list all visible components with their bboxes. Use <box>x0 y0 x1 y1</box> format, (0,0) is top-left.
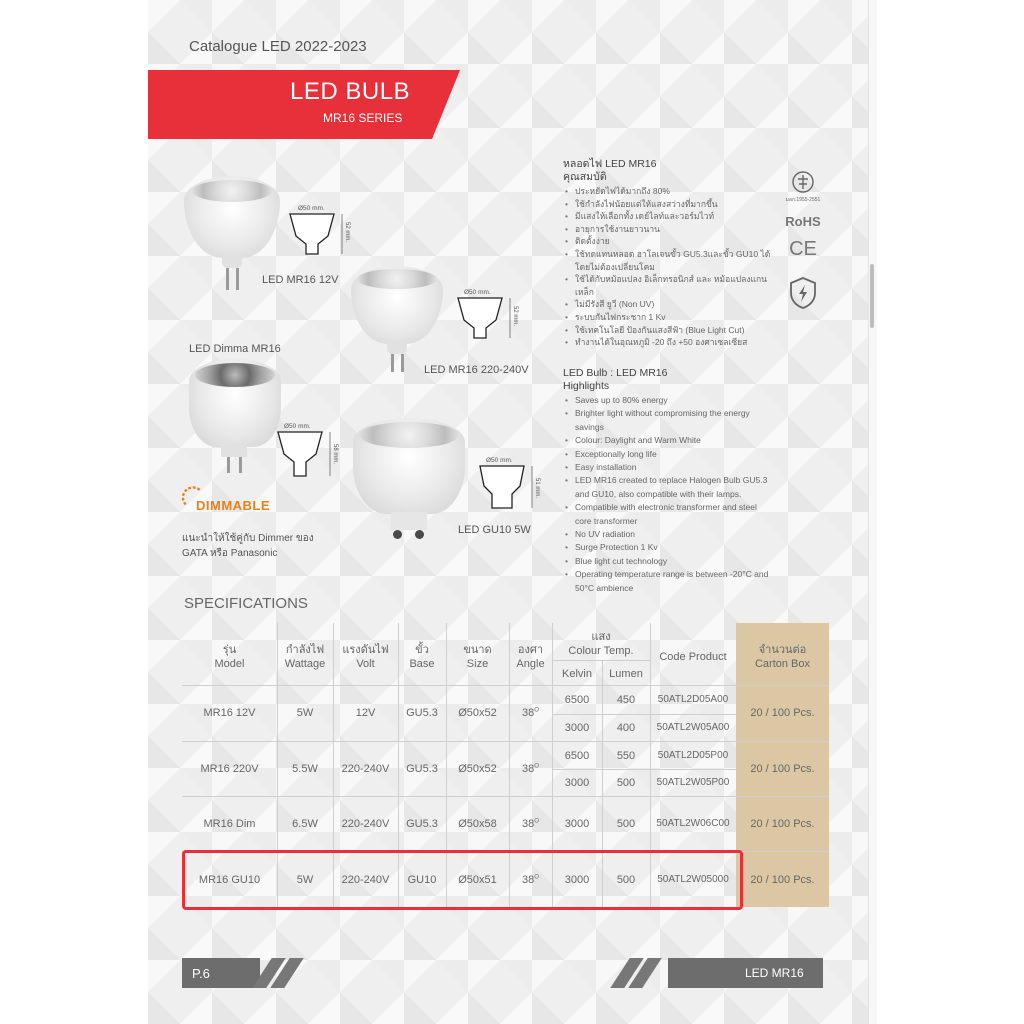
english-heading-product: LED Bulb : LED MR16 <box>563 367 668 379</box>
header-volt-en: Volt <box>356 658 375 670</box>
row3-code: 50ATL2W06C00 <box>656 818 730 829</box>
header-wattage <box>277 643 333 671</box>
row2-size: Ø50x52 <box>458 763 497 775</box>
dim-width-mr16-220: Ø50 mm. <box>464 289 491 296</box>
thai-feature-item: • ใช้ทดแทนหลอด ฮาโลเจนขั้ว GU5.3และขั้ว GU10 ได้ โดยไม่ต้องเปลี่ยนโคม <box>563 248 773 273</box>
dim-height-mr16-220: 52 mm. <box>512 306 518 327</box>
header-size-th: ขนาด <box>463 644 492 656</box>
english-feature-item: • Surge Protection 1 Kv <box>563 541 773 554</box>
ce-mark: CE <box>789 238 817 260</box>
label-mr16-220: LED MR16 220-240V <box>424 364 529 376</box>
header-size <box>446 643 509 671</box>
row3-base: GU5.3 <box>406 818 438 830</box>
thai-feature-item: • ทำงานได้ในอุณหภูมิ -20 ถึง +50 องศาเซลเซียส <box>563 336 773 349</box>
header-lumen: Lumen <box>609 668 643 680</box>
header-colour-temp <box>552 630 650 658</box>
header-carton-th: จำนวนต่อ <box>758 644 807 656</box>
thai-feature-item: • ระบบกันไฟกระชาก 1 Kv <box>563 311 773 324</box>
dim-width-dimma: Ø50 mm. <box>284 423 311 430</box>
row2-lumen-a: 550 <box>616 750 636 762</box>
english-feature-item: • Saves up to 80% energy <box>563 394 773 407</box>
thai-feature-item: • ติดตั้งง่าย <box>563 235 773 248</box>
header-code: Code Product <box>659 651 727 663</box>
english-feature-item: • Brighter light without compromising the energy savings <box>563 407 773 434</box>
specifications-title: SPECIFICATIONS <box>184 595 308 612</box>
row4-watt: 5W <box>296 874 314 886</box>
tis-standard-text: มอก.1955-2551 <box>785 197 821 203</box>
dimmable-label: DIMMABLE <box>196 498 271 513</box>
row2-angle-value: 38 <box>522 763 535 775</box>
row4-kelvin: 3000 <box>564 874 590 886</box>
english-feature-item: • Easy installation <box>563 461 773 474</box>
english-feature-item: • Exceptionally long life <box>563 448 773 461</box>
header-base <box>398 643 446 671</box>
row1-lumen-b: 400 <box>616 722 636 734</box>
thai-feature-item: • มีแสงให้เลือกทั้ง เดย์ไลท์และวอร์มไวท์ <box>563 210 773 223</box>
row1-angle-degree: O <box>534 707 539 714</box>
row2-code-b: 50ATL2W05P00 <box>656 777 730 788</box>
row2-watt: 5.5W <box>292 763 318 775</box>
bulb-dimma-image <box>189 359 281 475</box>
table-divider <box>182 741 829 742</box>
row3-size: Ø50x58 <box>458 818 497 830</box>
row2-kelvin-b: 3000 <box>564 777 590 789</box>
tis-logo-icon <box>791 170 815 194</box>
rohs-mark: RoHS <box>785 214 821 229</box>
header-kelvin: Kelvin <box>562 668 592 680</box>
thai-heading <box>563 158 656 184</box>
row2-carton: 20 / 100 Pcs. <box>750 763 815 775</box>
row1-carton: 20 / 100 Pcs. <box>750 707 815 719</box>
row3-watt: 6.5W <box>292 818 318 830</box>
page-number: P.6 <box>192 966 210 981</box>
header-angle <box>509 643 552 671</box>
scrollbar[interactable] <box>870 264 874 328</box>
label-dimma-mr16: LED Dimma MR16 <box>189 343 281 355</box>
row1-kelvin-a: 6500 <box>564 694 590 706</box>
english-feature-item: • LED MR16 created to replace Halogen Bulb GU5.3 and GU10, also compatible with their lamps. <box>563 474 773 501</box>
row1-model: MR16 12V <box>203 707 256 719</box>
highlighted-row-gu10 <box>182 850 743 910</box>
row4-carton: 20 / 100 Pcs. <box>750 874 815 886</box>
header-base-en: Base <box>409 658 435 670</box>
table-divider <box>182 685 829 686</box>
thai-feature-item: • อายุการใช้งานยาวนาน <box>563 223 773 236</box>
table-divider <box>552 660 650 661</box>
label-gu10: LED GU10 5W <box>458 524 531 536</box>
thai-feature-item: • ใช้เทคโนโลยี ป้องกันแสงสีฟ้า (Blue Light Cut) <box>563 324 773 337</box>
row2-volt: 220-240V <box>341 763 390 775</box>
header-carton <box>736 643 829 671</box>
header-colour-th: แสง <box>591 631 611 643</box>
row2-angle <box>509 763 552 775</box>
row2-angle-degree: O <box>534 763 539 770</box>
english-heading <box>563 367 667 393</box>
catalogue-title: Catalogue LED 2022-2023 <box>189 38 367 55</box>
row1-base: GU5.3 <box>406 707 438 719</box>
dim-height-dimma: 58 mm. <box>332 444 338 465</box>
dim-width-gu10: Ø50 mm. <box>486 457 513 464</box>
page-edge <box>868 0 877 1024</box>
row4-angle-value: 38 <box>522 874 535 886</box>
header-volt <box>333 643 398 671</box>
row1-volt: 12V <box>355 707 376 719</box>
row4-angle-degree: O <box>534 874 539 881</box>
dimension-drawing-mr16-12v <box>284 200 354 260</box>
header-model-th: รุ่น <box>222 644 237 656</box>
row3-lumen: 500 <box>616 818 636 830</box>
row4-base: GU10 <box>407 874 437 886</box>
thai-feature-list <box>563 185 773 349</box>
tis-certification <box>782 170 824 208</box>
table-divider <box>552 714 736 715</box>
header-wattage-en: Wattage <box>284 658 326 670</box>
header-volt-th: แรงดันไฟ <box>342 644 389 656</box>
english-feature-item: • Blue light cut technology <box>563 555 773 568</box>
english-feature-item: • Colour: Daylight and Warm White <box>563 434 773 447</box>
english-feature-list <box>563 394 773 595</box>
header-angle-th: องศา <box>517 644 544 656</box>
row3-volt: 220-240V <box>341 818 390 830</box>
english-feature-item: • Operating temperature range is between -20°C and 50°C ambience <box>563 568 773 595</box>
row1-watt: 5W <box>296 707 314 719</box>
row2-code-a: 50ATL2D05P00 <box>657 750 729 761</box>
dim-height-mr16-12v: 52 mm. <box>344 222 350 243</box>
dimension-drawing-gu10 <box>474 454 544 516</box>
row2-model: MR16 220V <box>200 763 259 775</box>
row4-model: MR16 GU10 <box>198 874 261 886</box>
row3-kelvin: 3000 <box>564 818 590 830</box>
thai-heading-product: หลอดไฟ LED MR16 <box>563 158 657 170</box>
english-heading-highlights: Highlights <box>563 380 610 392</box>
row2-lumen-b: 500 <box>616 777 636 789</box>
row1-angle-value: 38 <box>522 707 535 719</box>
english-feature-item: • No UV radiation <box>563 528 773 541</box>
dimmer-recommendation <box>182 531 314 561</box>
thai-feature-item: • ประหยัดไฟได้มากถึง 80% <box>563 185 773 198</box>
header-angle-en: Angle <box>516 658 545 670</box>
row3-angle <box>509 818 552 830</box>
thai-feature-item: • ไม่มีรังสี ยูวี (Non UV) <box>563 298 773 311</box>
table-divider <box>552 769 736 770</box>
row1-angle <box>509 707 552 719</box>
header-model-en: Model <box>214 658 245 670</box>
thai-feature-item: • ใช้ได้กับหม้อแปลง อิเล็กทรอนิกส์ และ หม้อแปลงแกนเหล็ก <box>563 273 773 298</box>
row3-angle-value: 38 <box>522 818 535 830</box>
header-base-th: ขั้ว <box>415 644 429 656</box>
dimension-drawing-dimma <box>272 420 342 482</box>
header-wattage-th: กำลังไฟ <box>285 644 325 656</box>
table-divider <box>182 796 829 797</box>
row4-lumen: 500 <box>616 874 636 886</box>
bulb-mr16-220-image <box>351 266 443 372</box>
row1-size: Ø50x52 <box>458 707 497 719</box>
row1-kelvin-b: 3000 <box>564 722 590 734</box>
row3-angle-degree: O <box>534 818 539 825</box>
bulb-gu10-image <box>353 418 465 542</box>
footer-section-label: LED MR16 <box>745 966 804 980</box>
surge-shield-icon <box>782 276 824 310</box>
row3-model: MR16 Dim <box>203 818 256 830</box>
dim-width-mr16-12v: Ø50 mm. <box>298 205 325 212</box>
row1-code-b: 50ATL2W05A00 <box>656 722 730 733</box>
banner-title: LED BULB <box>290 78 411 105</box>
row2-base: GU5.3 <box>406 763 438 775</box>
label-mr16-12v: LED MR16 12V <box>262 274 339 286</box>
header-carton-en: Carton Box <box>754 658 811 670</box>
header-model <box>182 643 277 671</box>
row3-carton: 20 / 100 Pcs. <box>750 818 815 830</box>
dimmer-note-line2: GATA หรือ Panasonic <box>182 548 278 559</box>
row2-kelvin-a: 6500 <box>564 750 590 762</box>
header-size-en: Size <box>466 658 489 670</box>
thai-feature-item: • ใช้กำลังไฟน้อยแต่ให้แสงสว่างที่มากขึ้น <box>563 198 773 211</box>
row1-code-a: 50ATL2D05A00 <box>657 694 729 705</box>
row4-code: 50ATL2W05000 <box>657 874 729 885</box>
dim-height-gu10: 51 mm. <box>534 478 540 499</box>
banner-subtitle: MR16 SERIES <box>323 111 403 125</box>
english-feature-item: • Compatible with electronic transformer and steel core transformer <box>563 501 773 528</box>
row4-volt: 220-240V <box>341 874 390 886</box>
dimmer-note-line1: แนะนำให้ใช้คู่กับ Dimmer ของ <box>182 533 314 544</box>
row4-size: Ø50x51 <box>458 874 497 886</box>
thai-heading-features: คุณสมบัติ <box>563 171 607 183</box>
row1-lumen-a: 450 <box>616 694 636 706</box>
dimension-drawing-mr16-220 <box>452 284 522 344</box>
header-colour-en: Colour Temp. <box>568 645 634 657</box>
